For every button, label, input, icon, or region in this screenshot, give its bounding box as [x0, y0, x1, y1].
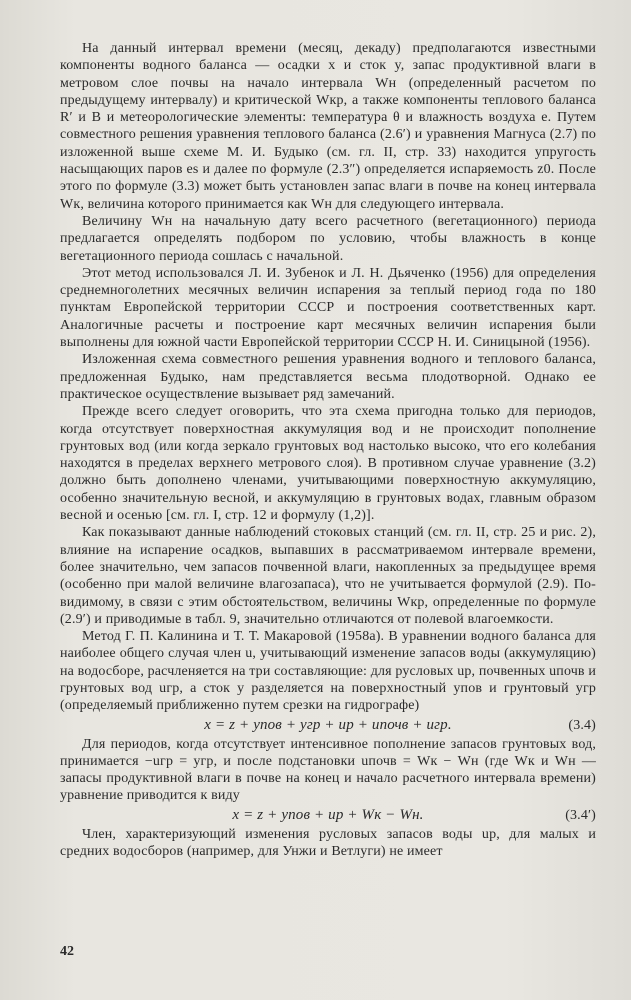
equation-number: (3.4)	[568, 717, 596, 733]
paragraph-3: Этот метод использовался Л. И. Зубенок и Л. Н. Дьяченко (1956) для определения среднемноголетних месячных величин испарения за теплый период года по 180 пунктам Европейской территории СССР и построения соответственных карт. Аналогичные расчеты и построение карт месячных величин испарения были выполнены для южной части Европейской территории СССР Н. И. Синицыной (1956).	[60, 265, 596, 351]
paragraph-1: На данный интервал времени (месяц, декаду) предполагаются известными компоненты водного баланса — осадки x и сток y, запас продуктивной влаги в метровом слое почвы на начало интервала Wн (определенный расчетом по предыдущему интервалу) и критической Wкр, а также компоненты теплового баланса R′ и B и метеорологические элементы: температура θ и влажность воздуха e. Путем совместного решения уравнения теплового баланса (2.6′) и уравнения Магнуса (2.7) по изложенной выше схеме М. И. Будыко (см. гл. II, стр. 33) находится упругость насыщающих паров es и далее по формуле (2.3″) определяется испаряемость z0. После этого по формуле (3.3) может быть установлен запас влаги в почве на конец интервала Wк, величина которого принимается как Wн для следующего интервала.	[60, 41, 596, 212]
paragraph-4: Изложенная схема совместного решения уравнения водного и теплового баланса, предложенная Будыко, нам представляется весьма плодотворной. Однако ее практическое осуществление вызывает ряд замечаний.	[60, 352, 596, 402]
equation-3-4-prime	[60, 806, 596, 825]
page-number: 42	[60, 944, 74, 959]
paragraph-7: Метод Г. П. Калинина и Т. Т. Макаровой (1958а). В уравнении водного баланса для наиболее общего случая член u, учитывающий изменение запасов воды (аккумуляцию) на водосборе, расчленяется на три составляющие: для русловых uр, почвенных uпочв и грунтовых вод uгр, а сток y разделяется на поверхностный yпов и грунтовый yгр (определяемый приближенно путем срезки на гидрографе)	[60, 629, 596, 714]
paragraph-5: Прежде всего следует оговорить, что эта схема пригодна только для периодов, когда отсутствует поверхностная аккумуляция вод и не происходит пополнение грунтовых вод (или когда зеркало грунтовых вод настолько высоко, что его колебания находятся в пределах верхнего метрового слоя). В противном случае уравнение (3.2) должно быть дополнено членами, учитывающими поверхностную аккумуляцию, особенно значительную весной, и аккумуляцию в грунтовых водах, главным образом весной и осенью [см. гл. I, стр. 12 и формулу (1,2)].	[60, 404, 596, 524]
paragraph-8: Для периодов, когда отсутствует интенсивное пополнение запасов грунтовых вод, принимается −uгр = yгр, и после подстановки uпочв = Wк − Wн (где Wк и Wн — запасы продуктивной влаги в почве на конец и начало расчетного интервала времени) уравнение приводится к виду	[60, 736, 596, 804]
paragraph-9: Член, характеризующий изменения русловых запасов воды uр, для малых и средних водосборов (например, для Унжи и Ветлуги) не имеет	[60, 826, 596, 860]
equation-number: (3.4′)	[565, 807, 596, 823]
page-body	[60, 40, 596, 860]
equation-3-4	[60, 716, 596, 735]
equation-formula: x = z + yпов + uр + Wк − Wн.	[232, 806, 424, 823]
equation-formula: x = z + yпов + yгр + uр + uпочв + uгр.	[204, 716, 452, 733]
paragraph-6: Как показывают данные наблюдений стоковых станций (см. гл. II, стр. 25 и рис. 2), влияние на испарение осадков, выпавших в рассматриваемом интервале времени, более значительно, чем запасов почвенной влаги, накопленных за предыдущее время (особенно при малой величине влагозапаса), что не учитывается формулой (2.9). По-видимому, в связи с этим обстоятельством, величины Wкр, определенные по формуле (2.9′) и приводимые в табл. 9, значительно отличаются от полевой влагоемкости.	[60, 525, 596, 627]
paragraph-2: Величину Wн на начальную дату всего расчетного (вегетационного) периода предлагается определять подбором по условию, чтобы влажность в конце вегетационного периода сошлась с начальной.	[60, 213, 596, 264]
